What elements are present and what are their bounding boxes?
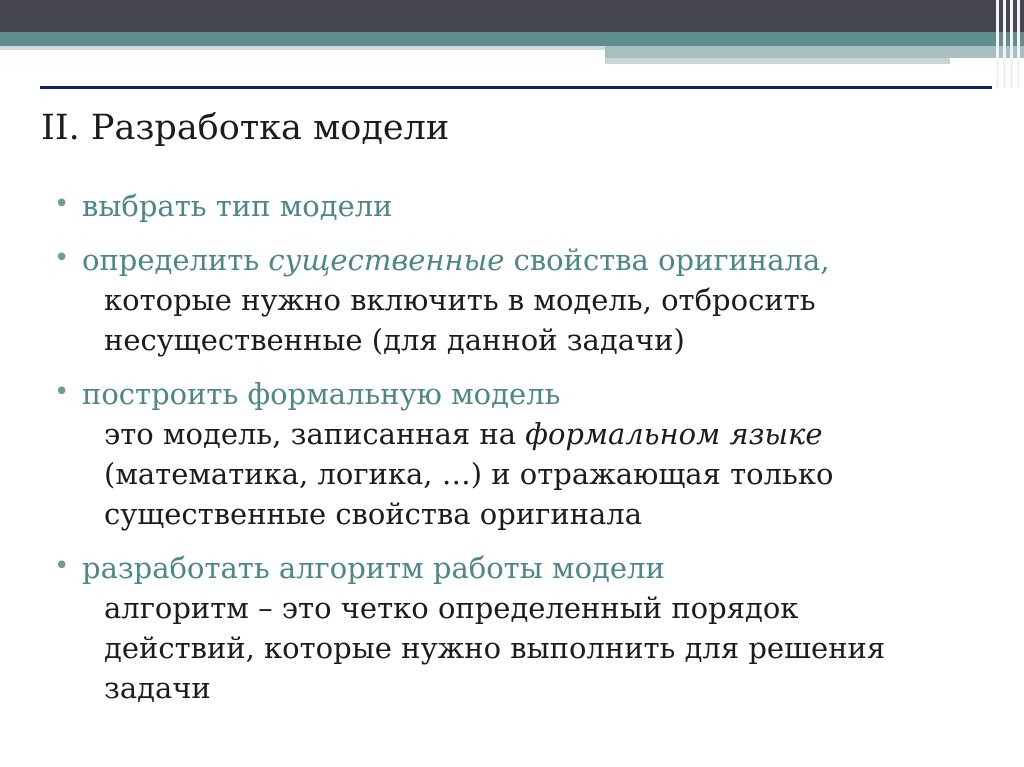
item-detail-line: которые нужно включить в модель, отбросить: [104, 283, 816, 317]
item-detail-emphasis: формальном языке: [525, 417, 823, 451]
header-dark-band: [0, 0, 1024, 32]
bullet-list: [54, 186, 954, 722]
item-lead-emphasis: существенные: [268, 243, 505, 277]
item-detail-line: [104, 414, 954, 454]
item-detail: [82, 280, 954, 360]
item-detail-line: (математика, логика, …) и отражающая только: [104, 457, 834, 491]
header-vertical-stripe: [1010, 0, 1013, 88]
bullet-marker: •: [54, 243, 70, 273]
header-vertical-stripe: [996, 0, 999, 88]
header-vertical-stripe: [1017, 0, 1020, 88]
header-vertical-stripe: [1003, 0, 1006, 88]
item-lead: [82, 240, 954, 280]
item-lead-text: определить: [82, 243, 269, 277]
item-detail-line: несущественные (для данной задачи): [104, 323, 685, 357]
item-detail-line: действий, которые нужно выполнить для решения: [104, 631, 886, 665]
item-detail-line: задачи: [104, 671, 211, 705]
item-lead-text: выбрать тип модели: [82, 189, 393, 223]
item-lead-text: построить формальную модель: [82, 377, 561, 411]
item-lead: [82, 186, 954, 226]
bullet-marker: •: [54, 189, 70, 219]
item-detail: [82, 414, 954, 534]
header-light-band: [605, 46, 1024, 58]
list-item: [54, 240, 954, 360]
item-detail: [82, 588, 954, 708]
item-lead: [82, 374, 954, 414]
header-teal-band: [0, 32, 1024, 46]
item-detail-line: существенные свойства оригинала: [104, 497, 643, 531]
item-detail-text: это модель, записанная на: [104, 417, 526, 451]
header-light-band-lower: [605, 58, 950, 64]
item-lead-text-tail: свойства оригинала,: [504, 243, 830, 277]
item-lead-text: разработать алгоритм работы модели: [82, 551, 665, 585]
list-item: [54, 374, 954, 534]
item-detail-line: алгоритм – это четко определенный порядок: [104, 591, 799, 625]
header-light-strip: [0, 46, 605, 50]
slide-title: II. Разработка модели: [41, 108, 450, 148]
item-lead: [82, 548, 954, 588]
bullet-marker: •: [54, 551, 70, 581]
list-item: [54, 548, 954, 708]
bullet-marker: •: [54, 377, 70, 407]
list-item: [54, 186, 954, 226]
title-rule: [40, 86, 992, 89]
